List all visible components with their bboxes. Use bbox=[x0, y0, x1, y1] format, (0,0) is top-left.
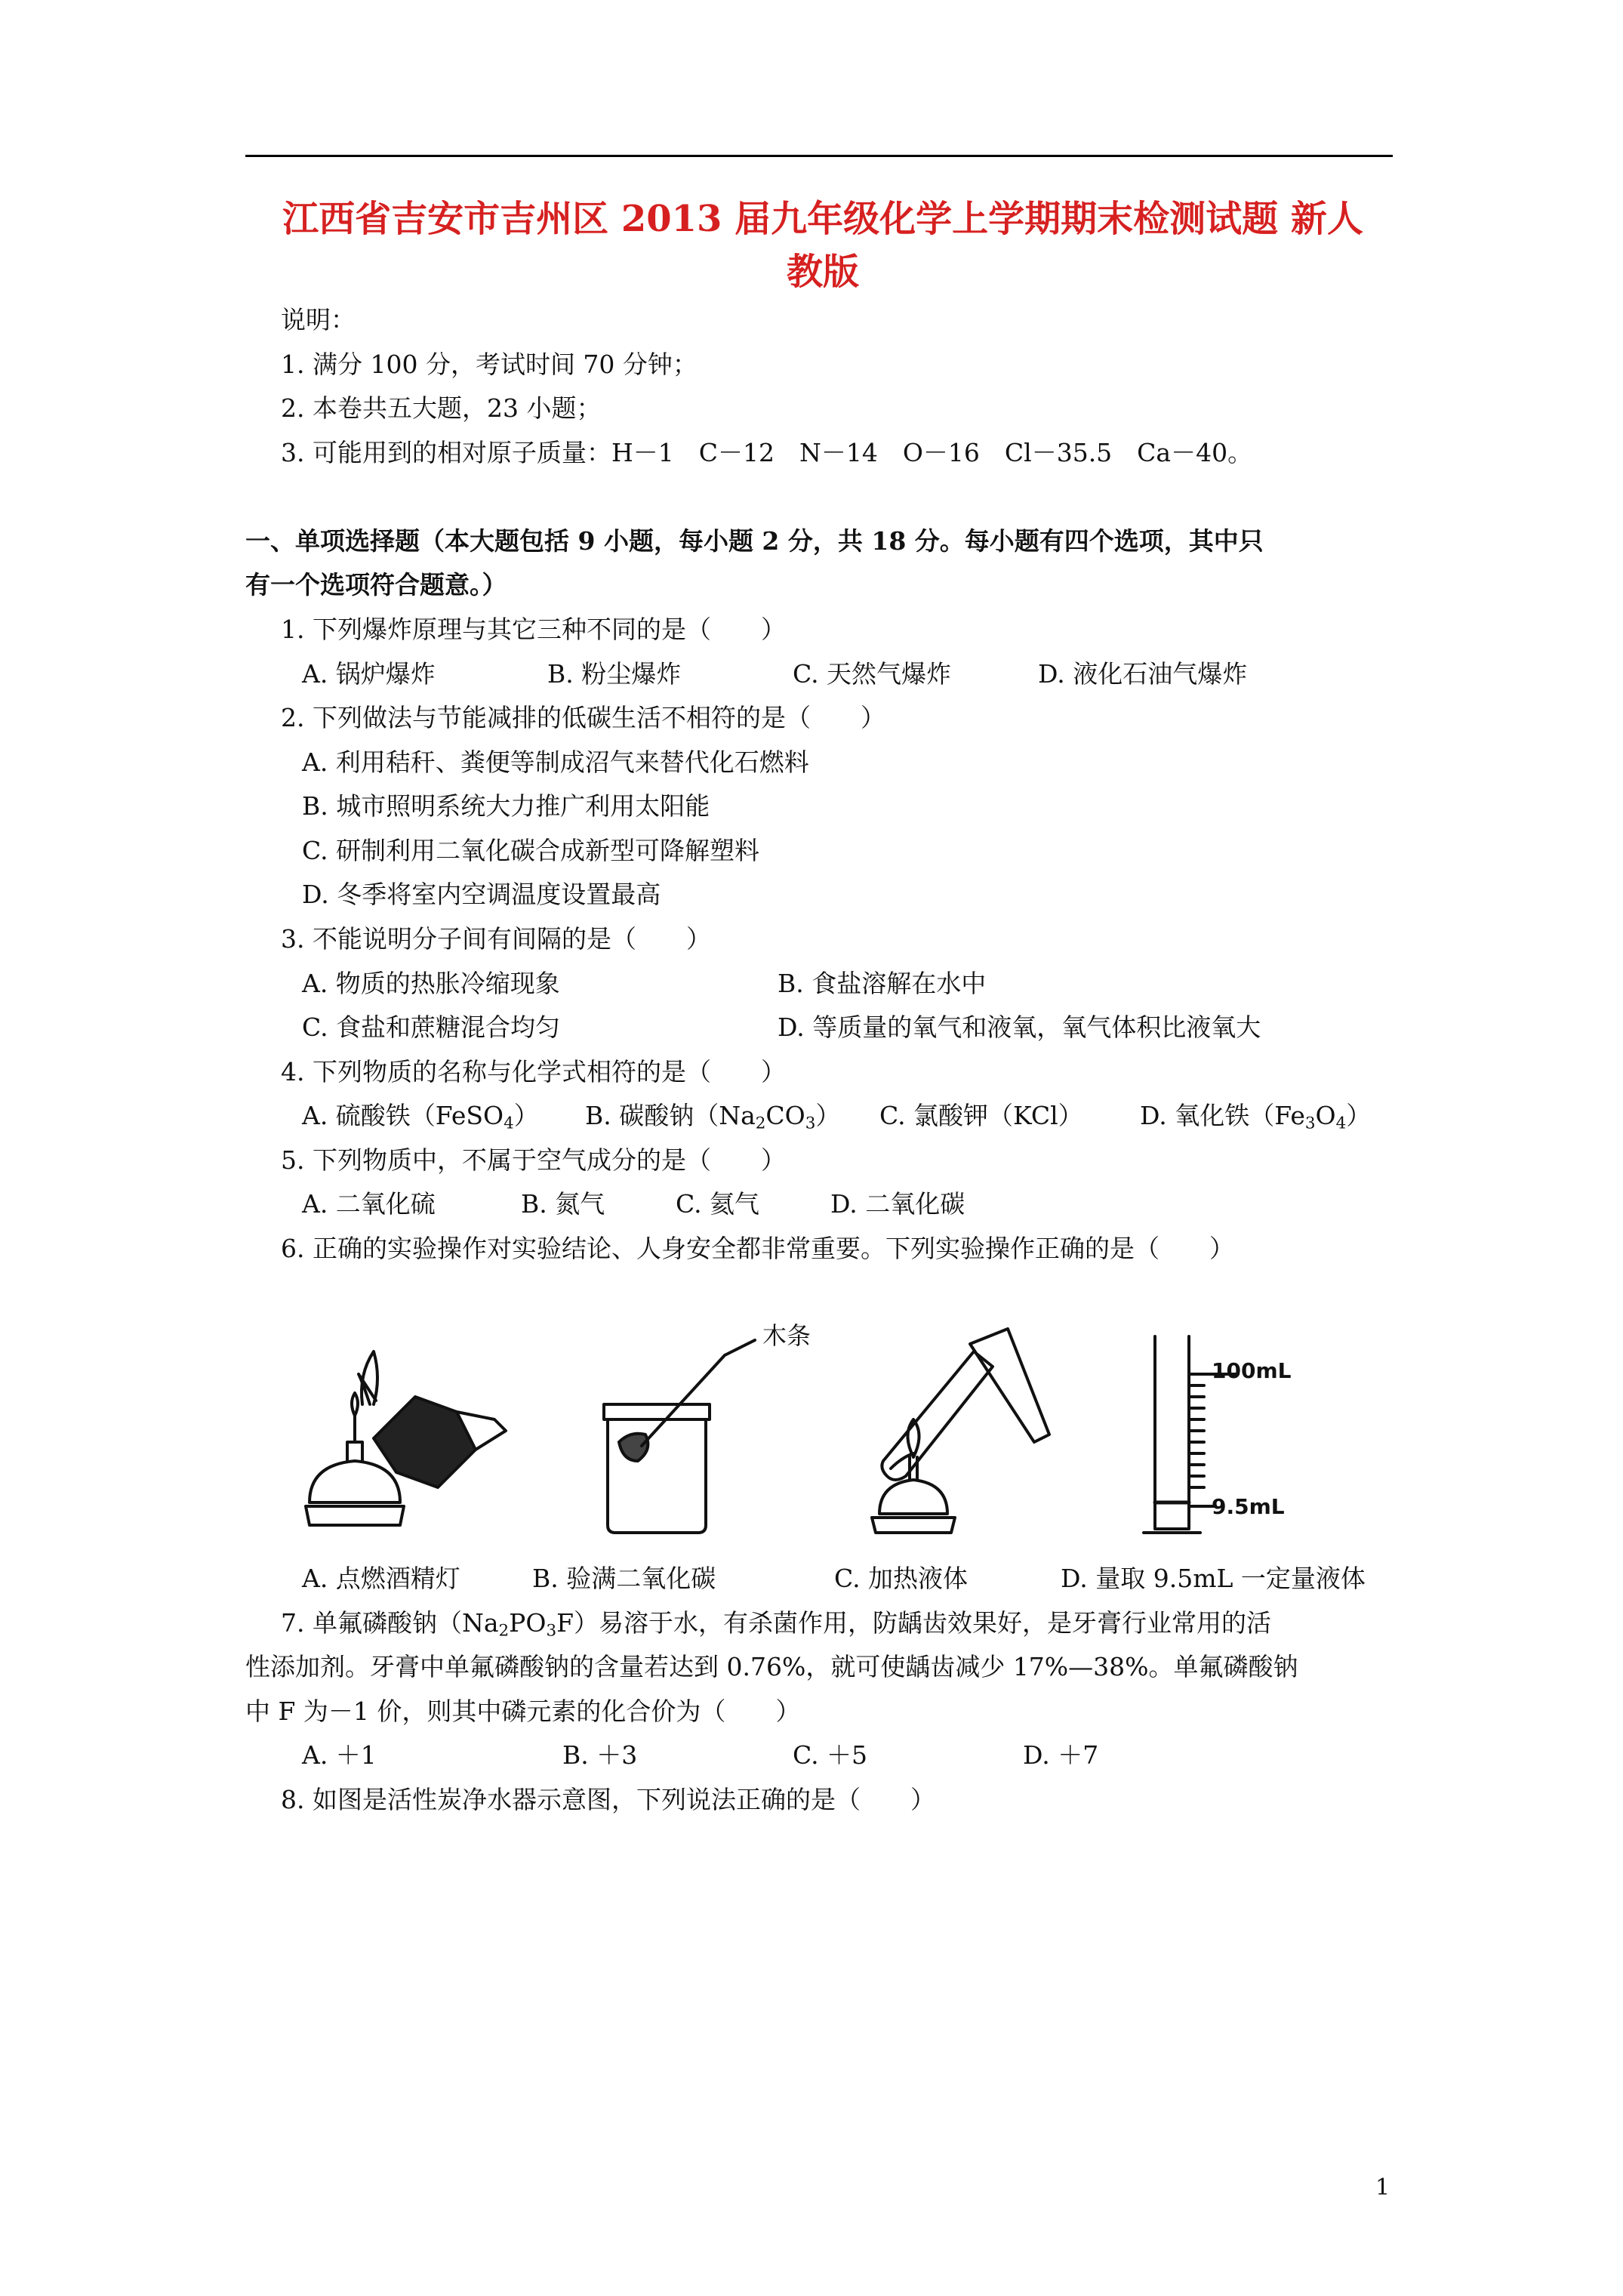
q2-option-d: D. 冬季将室内空调温度设置最高 bbox=[302, 880, 661, 909]
q8-stem: 8. 如图是活性炭净水器示意图，下列说法正确的是（ ） bbox=[281, 1785, 935, 1814]
q6-option-b: B. 验满二氧化碳 bbox=[532, 1564, 716, 1593]
q7-line-1: 7. 单氟磷酸钠$(Na_2PO_3F)$易溶于水，有杀菌作用，防龋齿效果好，是牙膏行业常用的活 bbox=[281, 1608, 1271, 1641]
lab-operations-figure bbox=[287, 1321, 1404, 1548]
note-item-2: 2. 本卷共五大题，23 小题； bbox=[281, 393, 602, 423]
title-line-1: 江西省吉安市吉州区 2013 届九年级化学上学期期末检测试题 新人 bbox=[282, 198, 1363, 240]
q1-option-a: A. 锅炉爆炸 bbox=[302, 659, 436, 689]
q5-option-b: B. 氮气 bbox=[521, 1189, 605, 1219]
q4-option-b: B. 碳酸钠$(Na_2CO_3)$ bbox=[585, 1101, 841, 1133]
notes-heading: 说明： bbox=[281, 305, 356, 334]
q7-option-a: A. ＋1 bbox=[302, 1740, 377, 1770]
note-item-1: 1. 满分 100 分，考试时间 70 分钟； bbox=[281, 350, 698, 379]
q7-option-c: C. ＋5 bbox=[793, 1740, 868, 1770]
q6-option-c: C. 加热液体 bbox=[834, 1564, 969, 1593]
q3-option-d: D. 等质量的氧气和液氧，氧气体积比液氧大 bbox=[778, 1012, 1261, 1042]
header-rule bbox=[245, 155, 1393, 157]
q2-option-b: B. 城市照明系统大力推广利用太阳能 bbox=[302, 791, 710, 821]
q7-line-3: 中 F 为－1 价，则其中磷元素的化合价为（ ） bbox=[245, 1697, 801, 1726]
q1-option-c: C. 天然气爆炸 bbox=[793, 659, 952, 689]
q6-stem: 6. 正确的实验操作对实验结论、人身安全都非常重要。下列实验操作正确的是（ ） bbox=[281, 1234, 1234, 1263]
q5-option-a: A. 二氧化硫 bbox=[302, 1189, 436, 1219]
cylinder-bottom-mark: 9.5mL bbox=[1212, 1494, 1285, 1519]
figure-b-co2-check bbox=[604, 1321, 811, 1533]
q4-option-c: C. 氯酸钾（KCl） bbox=[879, 1101, 1083, 1130]
q7-line-2: 性添加剂。牙膏中单氟磷酸钠的含量若达到 0.76%，就可使龋齿减少 17%—38%。单氟磷酸钠 bbox=[245, 1652, 1298, 1681]
q2-stem: 2. 下列做法与节能减排的低碳生活不相符的是（ ） bbox=[281, 703, 885, 732]
figure-c-heating-liquid bbox=[872, 1329, 1049, 1533]
q2-option-c: C. 研制利用二氧化碳合成新型可降解塑料 bbox=[302, 836, 760, 865]
q1-option-b: B. 粉尘爆炸 bbox=[547, 659, 682, 689]
title-line-2: 教版 bbox=[786, 251, 859, 293]
q4-option-a: A. 硫酸铁（FeSO$_4$） bbox=[302, 1101, 539, 1133]
q5-option-c: C. 氦气 bbox=[676, 1189, 760, 1219]
q3-option-a: A. 物质的热胀冷缩现象 bbox=[302, 969, 560, 998]
section1-heading-line-2: 有一个选项符合题意。） bbox=[245, 570, 507, 599]
q1-option-d: D. 液化石油气爆炸 bbox=[1038, 659, 1248, 689]
q5-stem: 5. 下列物质中，不属于空气成分的是（ ） bbox=[281, 1145, 786, 1175]
section1-heading-line-1: 一、单项选择题（本大题包括 9 小题，每小题 2 分，共 18 分。每小题有四个选项，其中只 bbox=[245, 526, 1264, 556]
q2-option-a: A. 利用秸秆、粪便等制成沼气来替代化石燃料 bbox=[302, 747, 809, 777]
q7-option-d: D. ＋7 bbox=[1023, 1740, 1099, 1770]
q3-option-c: C. 食盐和蔗糖混合均匀 bbox=[302, 1012, 561, 1042]
q5-option-d: D. 二氧化碳 bbox=[830, 1189, 965, 1219]
figure-a-lighting-lamp bbox=[306, 1351, 506, 1525]
figure-d-graduated-cylinder bbox=[1144, 1336, 1292, 1533]
q6-option-a: A. 点燃酒精灯 bbox=[302, 1564, 460, 1593]
q1-stem: 1. 下列爆炸原理与其它三种不同的是（ ） bbox=[281, 615, 786, 644]
q7-option-b: B. ＋3 bbox=[562, 1740, 638, 1770]
stick-label: 木条 bbox=[762, 1321, 812, 1350]
q6-option-d: D. 量取 9.5mL 一定量液体 bbox=[1061, 1564, 1366, 1593]
q4-stem: 4. 下列物质的名称与化学式相符的是（ ） bbox=[281, 1057, 786, 1086]
cylinder-top-mark: 100mL bbox=[1212, 1358, 1292, 1383]
note-item-3: 3. 可能用到的相对原子质量：H－1 C－12 N－14 O－16 Cl－35.5 Ca－40。 bbox=[281, 438, 1253, 467]
q4-option-d: D. 氧化铁$(Fe_3O_4)$ bbox=[1140, 1101, 1372, 1133]
page-number: 1 bbox=[1375, 2174, 1390, 2201]
document-title bbox=[249, 193, 1397, 298]
q3-option-b: B. 食盐溶解在水中 bbox=[778, 969, 987, 998]
q3-stem: 3. 不能说明分子间有间隔的是（ ） bbox=[281, 924, 711, 954]
